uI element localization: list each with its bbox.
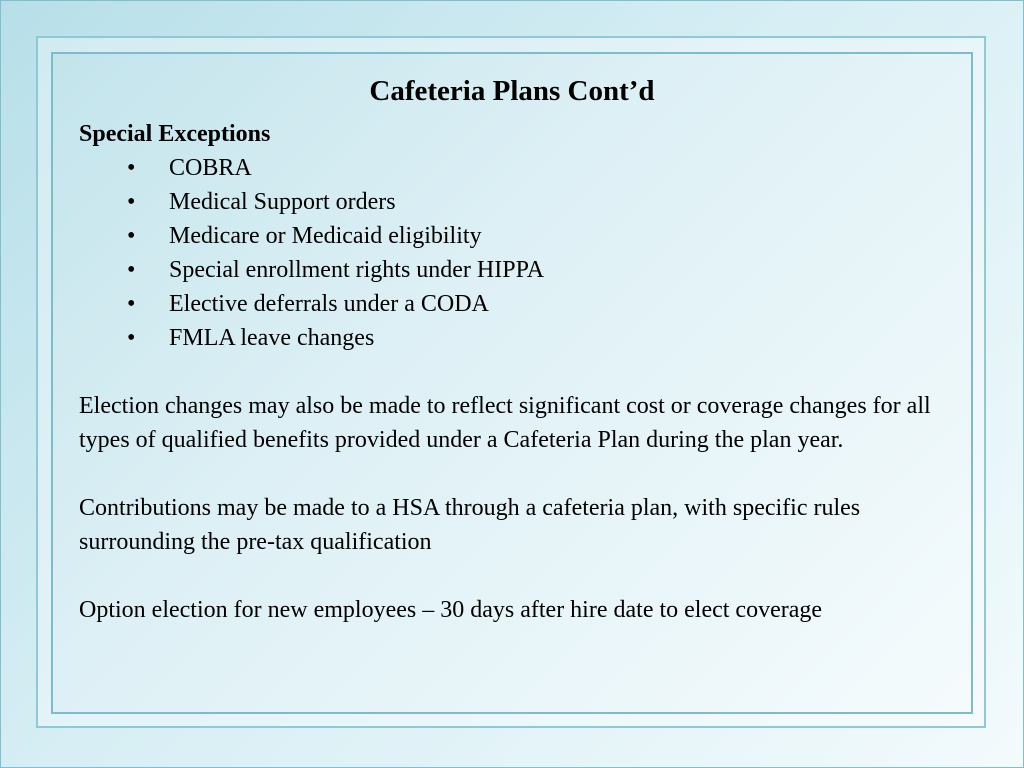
list-item [127,185,959,219]
list-item-text: FMLA leave changes [169,325,375,351]
bullet-icon: • [127,257,136,283]
list-item [127,253,959,287]
paragraph-hsa-contributions: Contributions may be made to a HSA through a cafeteria plan, with specific rules surrounding the pre-tax qualification [79,495,861,555]
bullet-icon: • [127,155,136,181]
list-item-text: Medical Support orders [169,189,396,215]
bullet-list [79,151,959,355]
bullet-icon: • [127,189,136,215]
list-item [127,287,959,321]
bullet-icon: • [127,325,136,351]
paragraph-new-employee-election: Option election for new employees – 30 days after hire date to elect coverage [79,597,823,623]
bullet-icon: • [127,291,136,317]
list-item-text: Medicare or Medicaid eligibility [169,223,482,249]
slide-title: Cafeteria Plans Cont’d [369,75,655,107]
slide-content [79,117,959,627]
list-item-text: Elective deferrals under a CODA [169,291,489,317]
list-item-text: COBRA [169,155,252,181]
list-item [127,151,959,185]
list-item [127,321,959,355]
bullet-icon: • [127,223,136,249]
paragraph-election-changes: Election changes may also be made to reflect significant cost or coverage changes for all types of qualified benefits provided under a Cafeteria Plan during the plan year. [79,393,931,453]
list-item-text: Special enrollment rights under HIPPA [169,257,545,283]
section-heading: Special Exceptions [79,121,271,147]
list-item [127,219,959,253]
